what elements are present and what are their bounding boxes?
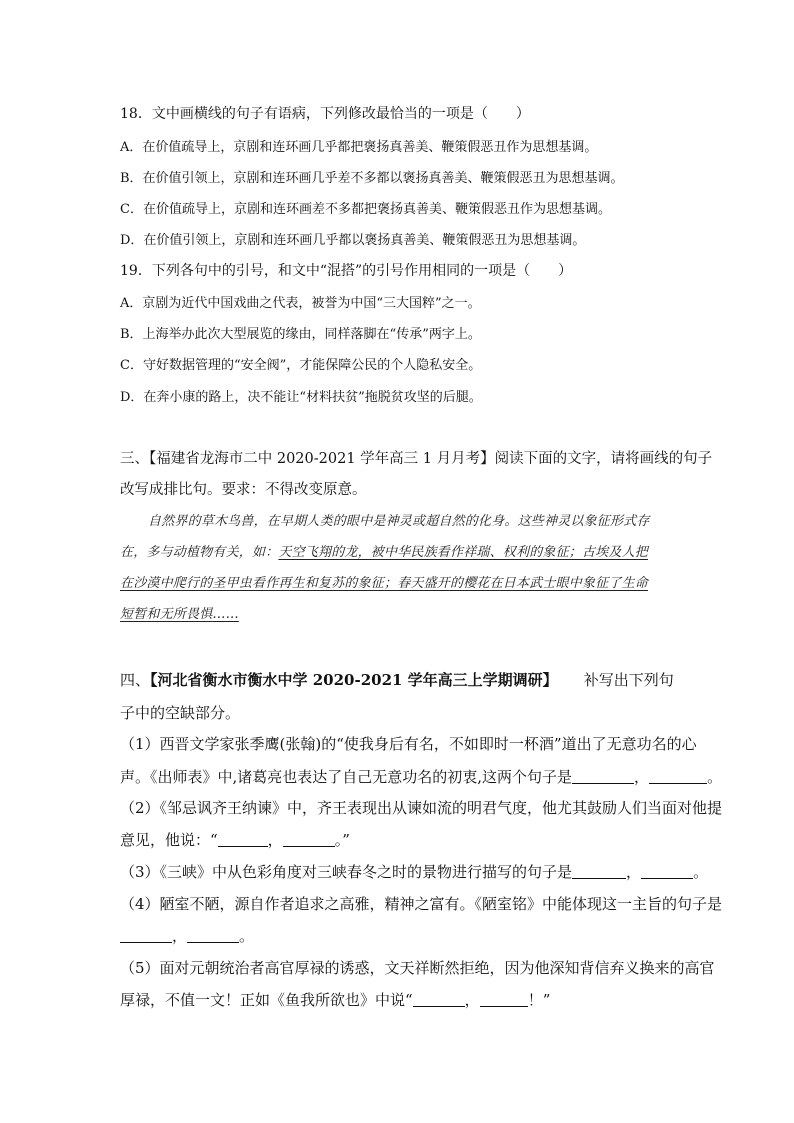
passage-line-2 [120,541,648,560]
item-2-line-1: （2）《邹忌讽齐王纳谏》中，齐王表现出从谏如流的明君气度，他尤其鼓励人们当面对他提 [120,799,723,817]
item-5-line-2: 厚禄，不值一文！正如《鱼我所欲也》中说“ ， ！” [120,991,551,1009]
answer-blank[interactable] [572,769,634,784]
q18-stem: 18．文中画横线的句子有语病，下列修改最恰当的一项是（ ） [120,106,530,122]
answer-blank[interactable] [572,864,626,879]
ellipsis: …… [212,607,239,622]
item-4-line-1: （4）陋室不陋，源自作者追求之高雅，精神之富有。《陋室铭》中能体现这一主旨的句子是 [120,895,723,913]
answer-blank[interactable] [641,864,693,879]
passage-line-3 [120,572,648,591]
q18-option-b: B．在价值引领上，京剧和连环画几乎差不多都以褒扬真善美、鞭策假恶丑为思想基调。 [120,171,624,186]
q18-option-a: A．在价值疏导上，京剧和连环画几乎都把褒扬真善美、鞭策假恶丑作为思想基调。 [120,140,598,155]
section3-heading: 三、【福建省龙海市二中 2020-2021 学年高三 1 月月考】阅读下面的文字，请将画线的句子 [120,451,713,467]
answer-blank[interactable] [413,992,465,1007]
passage-text: 在，多与动植物有关，如： [120,545,279,560]
q19-option-a: A．京剧为近代中国戏曲之代表，被誉为中国“三大国粹”之一。 [120,296,481,311]
q19-option-b: B．上海举办此次大型展览的缘由，同样落脚在“传承”两字上。 [120,327,481,342]
q18-option-d: D．在价值引领上，京剧和连环画几乎都以褒扬真善美、鞭策假恶丑为思想基调。 [120,233,586,248]
section4-heading [120,669,674,690]
underlined-sentence: 天空飞翔的龙，被中华民族看作祥瑞、权利的象征；古埃及人把 [278,545,649,560]
q19-option-c: C．守好数据管理的“安全阀”，才能保障公民的个人隐私安全。 [120,358,482,373]
section4-number: 四、 [120,671,151,689]
item-4-line-2: ， 。 [120,925,254,946]
section4-instruction: 补写出下列句 [583,671,674,689]
q19-stem: 19．下列各句中的引号，和文中“混搭”的引号作用相同的一项是（ ） [120,263,573,279]
item-1-line-1: （1）西晋文学家张季鹰(张翰)的“使我身后有名，不如即时一杯酒”道出了无意功名的心 [120,735,697,753]
section4-source: 【河北省衡水市衡水中学 2020-2021 学年高三上学期调研】 [150,671,558,689]
underlined-sentence: 在沙漠中爬行的圣甲虫看作再生和复苏的象征；春天盛开的樱花在日本武士眼中象征了生命 [120,576,649,591]
underlined-sentence: 短暂和无所畏惧 [120,607,213,622]
answer-blank[interactable] [187,928,239,943]
item-3: （3）《三峡》中从色彩角度对三峡春冬之时的景物进行描写的句子是 ， 。 [120,863,709,881]
answer-blank[interactable] [649,769,707,784]
item-1-line-2: 声。《出师表》中,诸葛亮也表达了自己无意功名的初衷,这两个句子是 ， 。 [120,768,723,786]
item-5-line-1: （5）面对元朝统治者高官厚禄的诱惑，文天祥断然拒绝，因为他深知背信弃义换来的高官 [120,959,715,977]
answer-blank[interactable] [120,928,172,943]
section4-instruction-cont: 子中的空缺部分。 [120,704,241,722]
q19-option-d: D．在奔小康的路上，决不能让“材料扶贫”拖脱贫攻坚的后腿。 [120,390,482,405]
passage-line-4 [120,603,239,622]
answer-blank[interactable] [480,992,528,1007]
answer-blank[interactable] [283,832,335,847]
item-2-line-2: 意见，他说：“ ， 。” [120,831,350,849]
passage-line-1: 自然界的草木鸟兽，在早期人类的眼中是神灵或超自然的化身。这些神灵以象征形式存 [148,514,650,529]
answer-blank[interactable] [218,832,268,847]
section3-requirement: 改写成排比句。要求：不得改变原意。 [120,482,367,498]
q18-option-c: C．在价值疏导上，京剧和连环画差不多都把褒扬真善美、鞭策假恶丑作为思想基调。 [120,202,611,217]
